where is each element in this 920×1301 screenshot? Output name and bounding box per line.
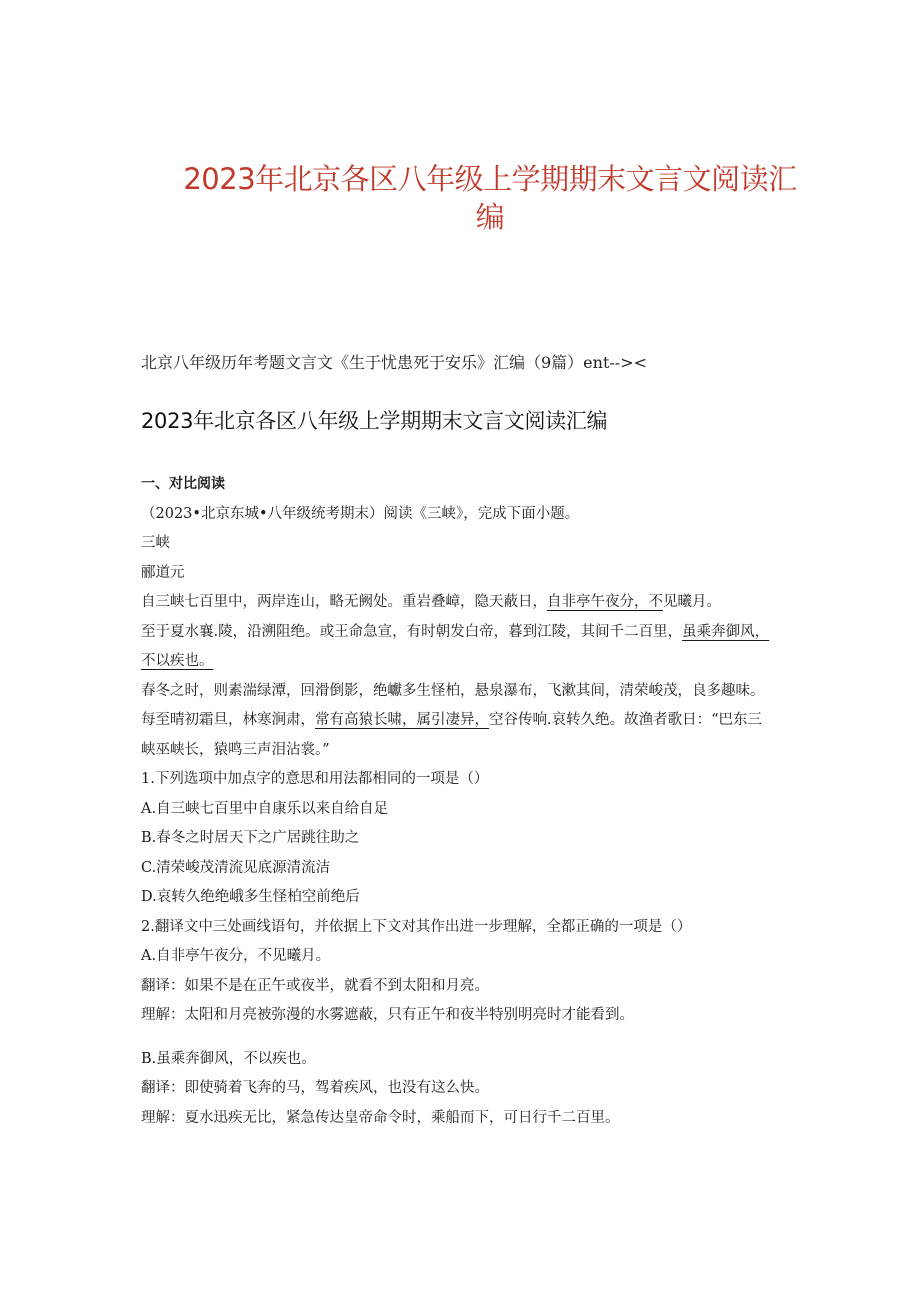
section-label: 一、对比阅读 bbox=[141, 476, 225, 492]
q1-option-b: B.春冬之时居天下之广居跳往助之 bbox=[141, 830, 360, 846]
q2-option-b-understanding: 理解：夏水迅疾无比，紧急传达皇帝命令时，乘船而下，可日行千二百里。 bbox=[141, 1109, 620, 1126]
p1-text-a: 自三峡七百里中，两岸连山，略无阙处。重岩叠嶂，隐天蔽日， bbox=[141, 594, 547, 610]
p4-underlined: 常有高猿长啸，属引凄异， bbox=[315, 712, 489, 728]
spacer bbox=[141, 1031, 831, 1045]
document-title bbox=[140, 160, 840, 236]
paragraph-2 bbox=[141, 618, 831, 648]
text-author: 郦道元 bbox=[141, 564, 185, 581]
p4-text-b: 空谷传响.哀转久绝。故渔者歌日：“巴东三 bbox=[489, 712, 763, 728]
paragraph-1 bbox=[141, 588, 831, 618]
q2-option-a-understanding: 理解：太阳和月亮被弥漫的水雾遮蔽，只有正午和夜半特别明亮时才能看到。 bbox=[141, 1007, 634, 1023]
q1-option-c: C.清荣峻茂清流见底源清流洁 bbox=[141, 859, 331, 876]
p2-underlined-2: 不以疾也。 bbox=[141, 653, 214, 669]
q2-option-a-translation: 翻译：如果不是在正午或夜半，就看不到太阳和月亮。 bbox=[141, 977, 489, 994]
section-heading: 2023年北京各区八年级上学期期末文言文阅读汇编 bbox=[141, 409, 608, 433]
question-source: （2023•北京东城•八年级统考期末）阅读《三峡》，完成下面小题。 bbox=[141, 505, 580, 522]
question-2: 2.翻译文中三处画线语句，并依据上下文对其作出进一步理解，全都正确的一项是（） bbox=[141, 918, 692, 935]
article-body bbox=[141, 470, 831, 1133]
title-line-2: 编 bbox=[475, 200, 505, 234]
p1-text-b: 见曦月。 bbox=[663, 594, 721, 610]
p2-text-a: 至于夏水襄.陵，沿溯阻绝。或王命急宣，有时朝发白帝，暮到江陵，其间千二百里， bbox=[141, 623, 683, 640]
paragraph-4-cont: 峡巫峡长，猿鸣三声泪沾裳。” bbox=[141, 741, 330, 758]
subtitle-line: 北京八年级历年考题文言文《生于忧患死于安乐》汇编（9篇）ent-->< bbox=[141, 353, 648, 372]
q2-option-a: A.自非亭午夜分，不见曦月。 bbox=[141, 948, 331, 964]
q2-option-b-translation: 翻译：即使骑着飞奔的马，驾着疾风，也没有这么快。 bbox=[141, 1080, 489, 1096]
paragraph-3: 春冬之时，则素湍绿潭，回滑倒影，绝巘多生怪柏，悬泉瀑布，飞漱其间，清荣峻茂，良多趣味。 bbox=[141, 682, 765, 699]
title-line-1: 2023年北京各区八年级上学期期末文言文阅读汇 bbox=[183, 162, 797, 196]
text-title: 三峡 bbox=[141, 535, 170, 551]
p4-text-a: 每至晴初霜旦，林寒涧肃， bbox=[141, 712, 315, 728]
q2-option-b: B.虽乘奔御风，不以疾也。 bbox=[141, 1050, 316, 1067]
q1-option-a: A.自三峡七百里中自康乐以来自给自足 bbox=[141, 800, 389, 817]
question-1: 1.下列选项中加点字的意思和用法都相同的一项是（） bbox=[141, 771, 489, 787]
paragraph-4 bbox=[141, 706, 831, 736]
q1-option-d: D.哀转久绝绝峨多生怪柏空前绝后 bbox=[141, 889, 360, 905]
paragraph-2-cont bbox=[141, 647, 831, 677]
p1-underlined: 自非亭午夜分，不 bbox=[547, 594, 663, 610]
p2-underlined-1: 虽乘奔御风， bbox=[682, 623, 770, 640]
